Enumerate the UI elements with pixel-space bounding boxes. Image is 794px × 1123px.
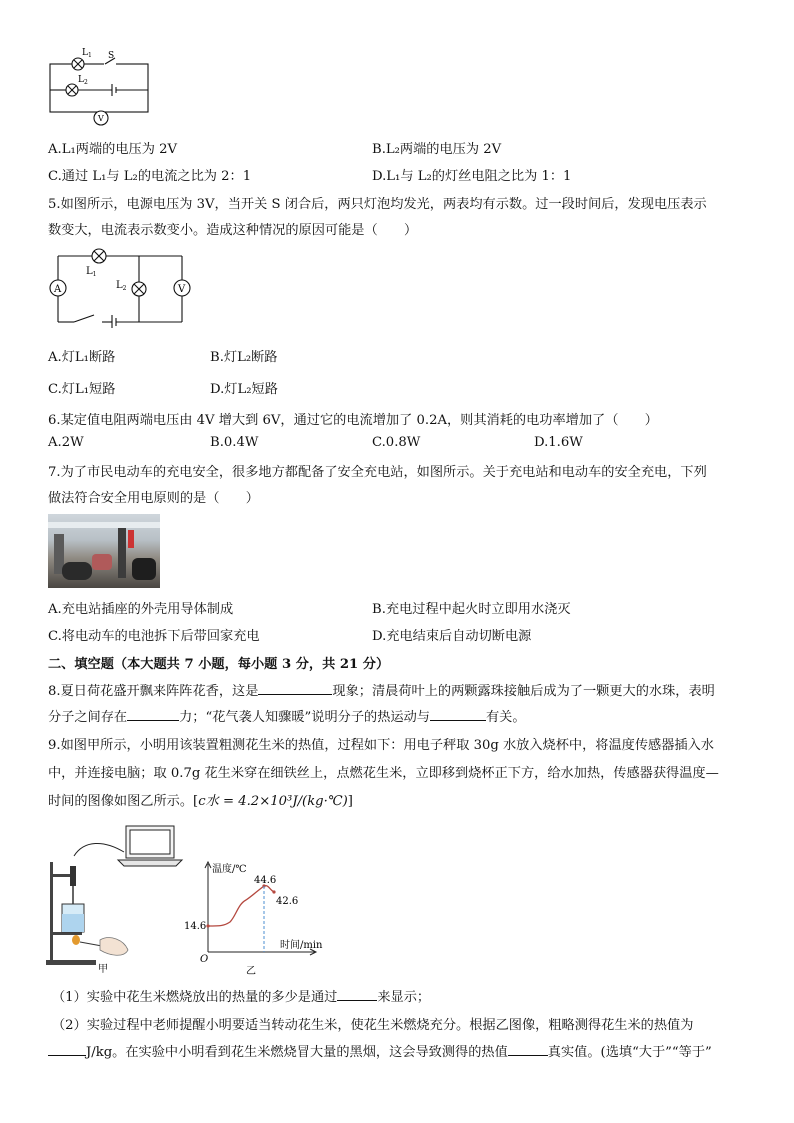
graph-y-axis-label: 温度/℃ [212, 864, 247, 875]
q5-ammeter-label: A [54, 284, 62, 295]
q8-blank-2[interactable] [127, 708, 179, 721]
q9-blank-1[interactable] [337, 988, 377, 1001]
graph-end-temp: 42.6 [276, 896, 299, 907]
q4-l2-label: $L_2$ [78, 75, 88, 86]
q6-option-b[interactable]: B.0.4W [210, 435, 259, 450]
q4-switch-label: S [108, 51, 115, 61]
q5-voltmeter-label: V [178, 284, 186, 295]
fig-yi-label: 乙 [246, 966, 256, 977]
q4-option-a[interactable]: A.L₁两端的电压为 2V [48, 142, 177, 157]
q7-option-d[interactable]: D.充电结束后自动切断电源 [372, 629, 532, 644]
graph-start-temp: 14.6 [184, 921, 207, 932]
q9-stem-line2: 中，并连接电脑；取 0.7g 花生米穿在细铁丝上，点燃花生米，立即移到烧杯正下方，给水加热，传感器获得温度— [48, 766, 719, 781]
q9-stem-line1: 9.如图甲所示，小明用该装置粗测花生米的热值，过程如下：用电子秤取 30g 水放入烧杯中，将温度传感器插入水 [48, 738, 714, 753]
q6-stem: 6.某定值电阻两端电压由 4V 增大到 6V，通过它的电流增加了 0.2A，则其消耗的电功率增加了（ ） [48, 413, 658, 428]
section-two-title: 二、填空题（本大题共 7 小题，每小题 3 分，共 21 分） [48, 657, 390, 672]
q9-sub1: （1）实验中花生米燃烧放出的热量的多少是通过 来显示； [52, 990, 431, 1005]
q5-stem-line1: 5.如图所示，电源电压为 3V，当开关 S 闭合后，两只灯泡均发光，两表均有示数。过一段时间后，发现电压表示 [48, 197, 707, 212]
q8-line1: 8.夏日荷花盛开飘来阵阵花香，这是 现象；清晨荷叶上的两颗露珠接触后成为了一颗更大的水珠，表明 [48, 684, 715, 699]
q9-blank-2[interactable] [48, 1043, 86, 1056]
q5-stem-line2: 数变大，电流表示数变小。造成这种情况的原因可能是（ ） [48, 223, 418, 238]
q5-l2-label: $L_2$ [116, 280, 127, 292]
q8-line2: 分子之间存在 力；“花气袭人知骤暖”说明分子的热运动与 有关。 [48, 710, 526, 725]
q7-stem-line1: 7.为了市民电动车的充电安全，很多地方都配备了安全充电站，如图所示。关于充电站和电动车的安全充电，下列 [48, 465, 707, 480]
graph-origin-label: O [200, 954, 209, 965]
q9-sub2-line1: （2）实验过程中老师提醒小明要适当转动花生米，使花生米燃烧充分。根据乙图像，粗略测得花生米的热值为 [52, 1018, 694, 1033]
graph-x-axis-label: 时间/min [280, 940, 323, 951]
graph-peak-temp: 44.6 [254, 875, 277, 886]
q6-option-d[interactable]: D.1.6W [534, 435, 583, 450]
q4-circuit-diagram [44, 44, 154, 132]
q4-option-b[interactable]: B.L₂两端的电压为 2V [372, 142, 502, 157]
experiment-apparatus-figure [44, 822, 194, 974]
charging-station-photo [48, 514, 160, 588]
q5-l1-label: $L_1$ [86, 266, 97, 278]
q7-stem-line2: 做法符合安全用电原则的是（ ） [48, 491, 259, 506]
temperature-time-graph [176, 856, 326, 978]
q9-blank-3[interactable] [508, 1043, 548, 1056]
q5-option-a[interactable]: A.灯L₁断路 [48, 350, 116, 365]
q7-option-c[interactable]: C.将电动车的电池拆下后带回家充电 [48, 629, 260, 644]
q9-stem-line3: 时间的图像如图乙所示。[c水 = 4.2×10³J/(kg·℃)] [48, 794, 353, 809]
q5-circuit-diagram [44, 242, 194, 328]
q4-option-c[interactable]: C.通过 L₁与 L₂的电流之比为 2：1 [48, 169, 252, 184]
q4-option-d[interactable]: D.L₁与 L₂的灯丝电阻之比为 1：1 [372, 169, 572, 184]
q6-option-a[interactable]: A.2W [48, 435, 84, 450]
q9-sub2-line2: J/kg。在实验中小明看到花生米燃烧冒大量的黑烟，这会导致测得的热值 真实值。(选填“大于”“等于” [48, 1041, 712, 1060]
q4-voltmeter-label: V [98, 114, 104, 123]
specific-heat-formula: c水 = 4.2×10³J/(kg·℃) [198, 794, 348, 809]
fig-jia-label: 甲 [98, 964, 108, 974]
q5-option-d[interactable]: D.灯L₂短路 [210, 382, 278, 397]
q4-l1-label: $L_1$ [82, 48, 92, 59]
q5-option-c[interactable]: C.灯L₁短路 [48, 382, 116, 397]
q8-blank-3[interactable] [430, 708, 486, 721]
q7-option-a[interactable]: A.充电站插座的外壳用导体制成 [48, 602, 234, 617]
q8-blank-1[interactable] [258, 682, 332, 695]
q7-option-b[interactable]: B.充电过程中起火时立即用水浇灭 [372, 602, 571, 617]
q5-option-b[interactable]: B.灯L₂断路 [210, 350, 278, 365]
q6-option-c[interactable]: C.0.8W [372, 435, 421, 450]
